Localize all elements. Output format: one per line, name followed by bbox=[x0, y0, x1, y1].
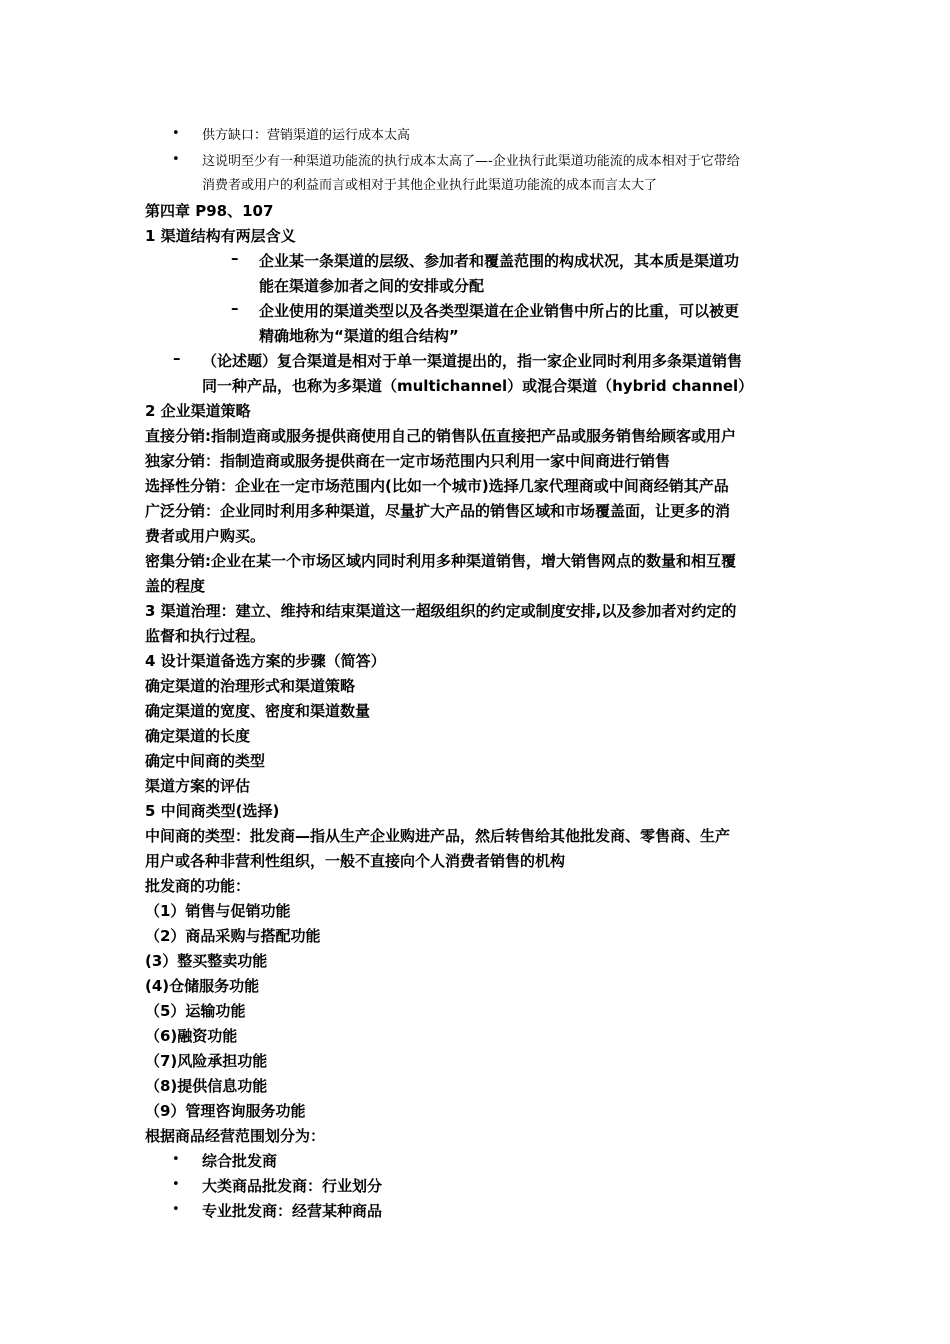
section-1-title: 1 渠道结构有两层含义 bbox=[145, 227, 296, 245]
section-3-line-b: 监督和执行过程。 bbox=[145, 627, 266, 645]
s5-func: (3）整买整卖功能 bbox=[145, 952, 268, 970]
section-2-title: 2 企业渠道策略 bbox=[145, 402, 251, 420]
s4-step: 确定渠道的长度 bbox=[145, 727, 251, 745]
s5-line-a: 中间商的类型：批发商—指从生产企业购进产品，然后转售给其他批发商、零售商、生产 bbox=[145, 827, 731, 845]
bullet-marker: • bbox=[172, 1177, 180, 1192]
s1-item-3b: 同一种产品，也称为多渠道（multichannel）或混合渠道（hybrid channel） bbox=[202, 377, 754, 395]
section-3-line-a: 3 渠道治理：建立、维持和结束渠道这一超级组织的约定或制度安排,以及参加者对约定的 bbox=[145, 602, 737, 620]
s5-func: （6)融资功能 bbox=[145, 1027, 238, 1045]
s5-func: （7)风险承担功能 bbox=[145, 1052, 268, 1070]
s1-item-1a: 企业某一条渠道的层级、参加者和覆盖范围的构成状况，其本质是渠道功 bbox=[259, 252, 740, 270]
s5-range: 大类商品批发商：行业划分 bbox=[202, 1177, 383, 1195]
s4-step: 渠道方案的评估 bbox=[145, 777, 251, 795]
s4-step: 确定渠道的治理形式和渠道策略 bbox=[145, 677, 356, 695]
s1-item-1b: 能在渠道参加者之间的安排或分配 bbox=[259, 277, 485, 295]
s4-step: 确定中间商的类型 bbox=[145, 752, 266, 770]
s5-func: （2）商品采购与搭配功能 bbox=[145, 927, 321, 945]
dash-marker: – bbox=[173, 349, 181, 367]
top-bullet-1: 供方缺口：营销渠道的运行成本太高 bbox=[202, 128, 411, 143]
s5-range: 专业批发商：经营某种商品 bbox=[202, 1202, 383, 1220]
top-bullet-2b: 消费者或用户的利益而言或相对于其他企业执行此渠道功能流的成本而言太大了 bbox=[202, 178, 658, 193]
s5-func: （5）运输功能 bbox=[145, 1002, 246, 1020]
s2-line-3: 选择性分销：企业在一定市场范围内(比如一个城市)选择几家代理商或中间商经销其产品 bbox=[145, 477, 729, 495]
bullet-marker: • bbox=[172, 126, 180, 141]
chapter-heading: 第四章 P98、107 bbox=[145, 202, 274, 220]
s2-line-5b: 盖的程度 bbox=[145, 577, 206, 595]
s2-line-4a: 广泛分销：企业同时利用多种渠道，尽量扩大产品的销售区域和市场覆盖面，让更多的消 bbox=[145, 502, 731, 520]
bullet-marker: • bbox=[172, 152, 180, 167]
s5-range-title: 根据商品经营范围划分为： bbox=[145, 1127, 326, 1145]
s2-line-2: 独家分销：指制造商或服务提供商在一定市场范围内只利用一家中间商进行销售 bbox=[145, 452, 671, 470]
dash-marker: – bbox=[231, 299, 239, 317]
top-bullet-2a: 这说明至少有一种渠道功能流的执行成本太高了—-企业执行此渠道功能流的成本相对于它带给 bbox=[202, 154, 740, 169]
s5-func: （8)提供信息功能 bbox=[145, 1077, 268, 1095]
s1-item-3a: （论述题）复合渠道是相对于单一渠道提出的，指一家企业同时利用多条渠道销售 bbox=[202, 352, 743, 370]
s5-func: (4)仓储服务功能 bbox=[145, 977, 260, 995]
s5-func: （1）销售与促销功能 bbox=[145, 902, 291, 920]
s5-func: （9）管理咨询服务功能 bbox=[145, 1102, 306, 1120]
bullet-marker: • bbox=[172, 1152, 180, 1167]
section-5-title: 5 中间商类型(选择) bbox=[145, 802, 280, 820]
s2-line-4b: 费者或用户购买。 bbox=[145, 527, 266, 545]
s2-line-5a: 密集分销:企业在某一个市场区域内同时利用多种渠道销售，增大销售网点的数量和相互覆 bbox=[145, 552, 737, 570]
s5-line-b: 用户或各种非营利性组织，一般不直接向个人消费者销售的机构 bbox=[145, 852, 566, 870]
s4-step: 确定渠道的宽度、密度和渠道数量 bbox=[145, 702, 371, 720]
s1-item-2a: 企业使用的渠道类型以及各类型渠道在企业销售中所占的比重，可以被更 bbox=[259, 302, 740, 320]
section-4-title: 4 设计渠道备选方案的步骤（简答） bbox=[145, 652, 386, 670]
dash-marker: – bbox=[231, 249, 239, 267]
s5-func-title: 批发商的功能： bbox=[145, 877, 251, 895]
s2-line-1: 直接分销:指制造商或服务提供商使用自己的销售队伍直接把产品或服务销售给顾客或用户 bbox=[145, 427, 737, 445]
s1-item-2b: 精确地称为“渠道的组合结构” bbox=[259, 327, 459, 345]
s5-range: 综合批发商 bbox=[202, 1152, 278, 1170]
bullet-marker: • bbox=[172, 1202, 180, 1217]
